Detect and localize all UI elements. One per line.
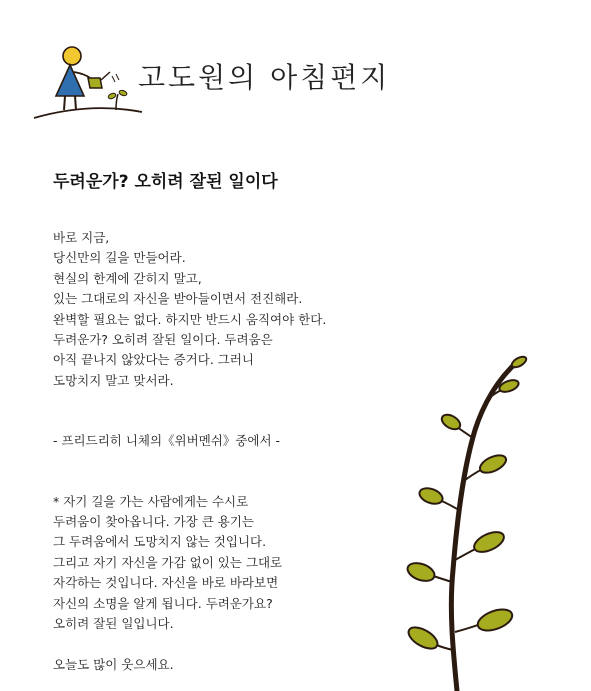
quote-line: 현실의 한계에 갇히지 말고, [53,270,202,286]
quote-line: 아직 끝나지 않았다는 증거다. 그러니 [53,352,254,368]
quote-line: 당신만의 길을 만들어라. [53,250,186,266]
comment-line: 그리고 자기 자신을 가감 없이 있는 그대로 [53,554,283,570]
brand-title: 고도원의 아침편지 [138,61,391,94]
article-title: 두려운가? 오히려 잘된 일이다 [53,172,278,192]
comment-line: 오히려 잘된 일입니다. [53,616,174,632]
comment-line: 그 두려움에서 도망치지 않는 것입니다. [53,534,267,550]
quote-line: 도망치지 말고 맞서라. [53,372,174,388]
comment-line: 자각하는 것입니다. 자신을 바로 바라보면 [53,575,279,591]
comment-line: 자신의 소명을 알게 됩니다. 두려운가요? [53,595,273,611]
quote-line: 두려운가? 오히려 잘된 일이다. 두려움은 [53,332,273,348]
plant-decoration-icon [405,350,535,691]
quote-source: - 프리드리히 니체의《위버멘쉬》중에서 - [53,433,281,449]
quote-line: 바로 지금, [53,230,110,245]
article-body [53,228,393,675]
comment-line: * 자기 길을 가는 사람에게는 수시로 [53,493,249,509]
header [0,0,591,130]
quote-line: 완벽할 필요는 없다. 하지만 반드시 움직여야 한다. [53,311,327,327]
comment-line: 두려움이 찾아옵니다. 가장 큰 용기는 [53,514,254,530]
gardener-logo-icon [30,40,150,120]
quote-line: 있는 그대로의 자신을 받아들이면서 전진해라. [53,291,303,307]
closing-line: 오늘도 많이 웃으세요. [53,656,174,672]
